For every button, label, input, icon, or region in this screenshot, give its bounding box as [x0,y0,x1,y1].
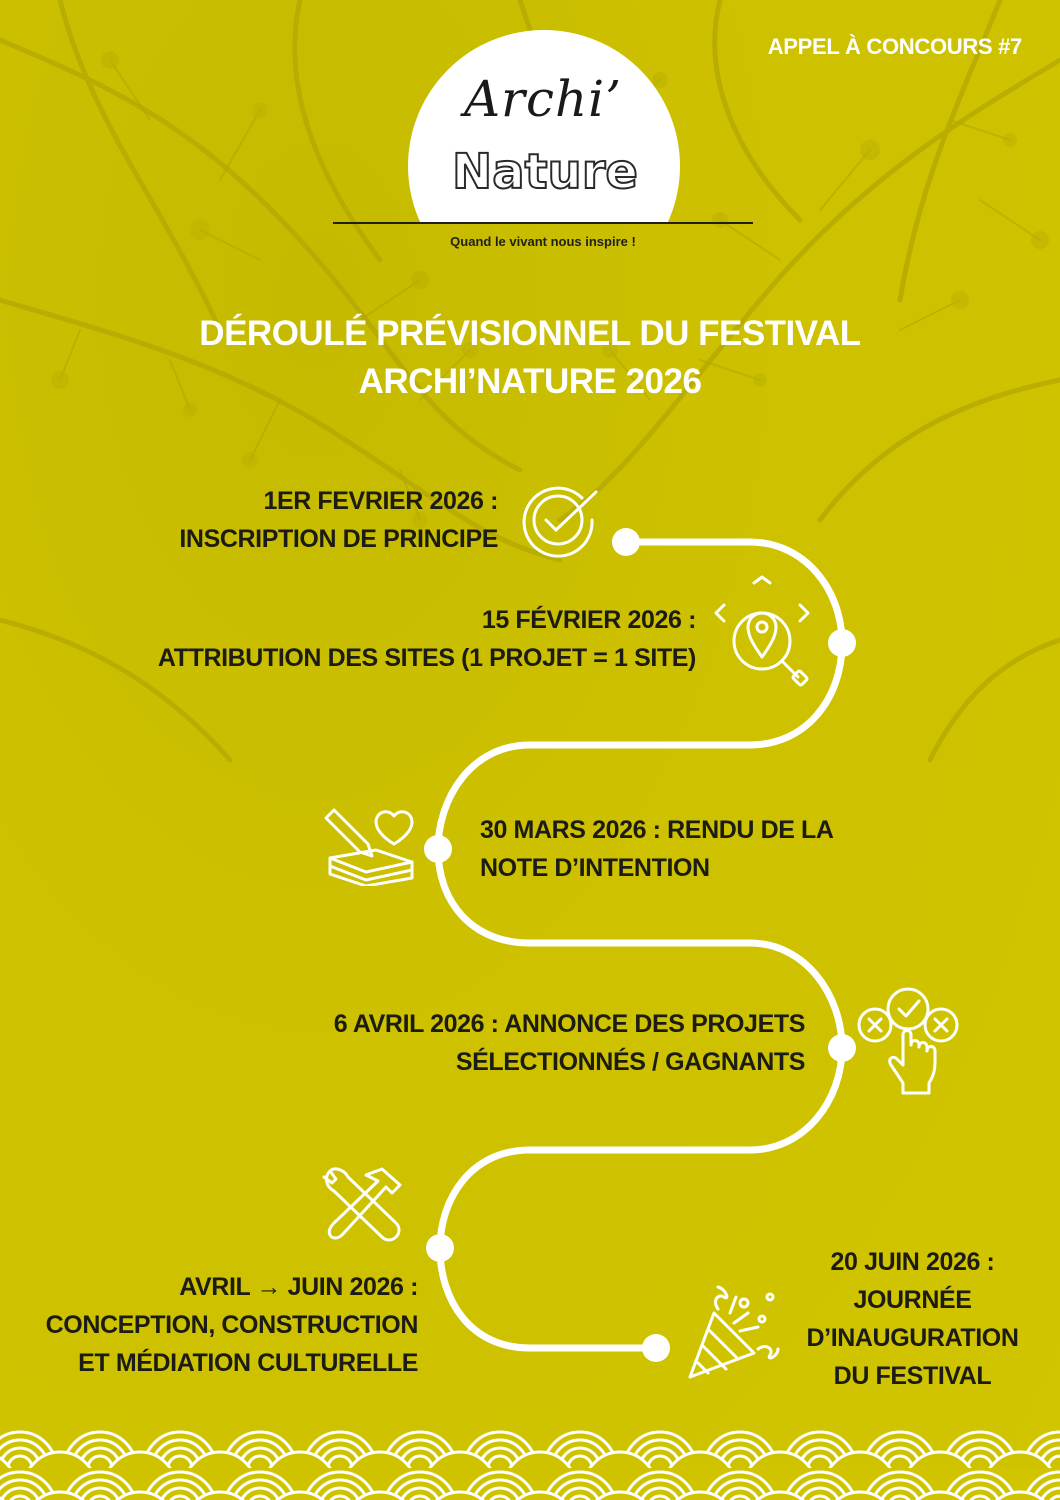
title-line-2: ARCHI’NATURE 2026 [358,362,702,401]
step-3-text: 30 MARS 2026 : RENDU DE LA NOTE D’INTENTION [480,816,834,882]
step-5-text: AVRIL → JUIN 2026 : CONCEPTION, CONSTRUCTION ET MÉDIATION CULTURELLE [45,1273,418,1377]
location-search-icon [710,573,816,689]
timeline-dot-3 [424,835,452,863]
timeline-dot-6 [642,1334,670,1362]
step-2-text: 15 FÉVRIER 2026 : ATTRIBUTION DES SITES (1 PROJET = 1 SITE) [157,606,696,672]
logo-archi-text: Archi’ [463,70,623,128]
timeline-dot-4 [828,1034,856,1062]
wave-pattern-decoration [0,1428,1060,1500]
step-1-text: 1ER FEVRIER 2026 : INSCRIPTION DE PRINCIPE [179,487,498,553]
logo-tagline: Quand le vivant nous inspire ! [450,234,636,249]
timeline-dot-2 [828,629,856,657]
logo-nature-text: Nature [452,144,638,200]
timeline-dot-1 [612,528,640,556]
title-line-1: DÉROULÉ PRÉVISIONNEL DU FESTIVAL [199,314,861,353]
selection-hand-icon [853,985,963,1097]
contest-label: APPEL À CONCOURS #7 [767,34,1022,59]
tools-icon [320,1165,412,1249]
step-6-text: 20 JUIN 2026 : JOURNÉE D’INAUGURATION DU FESTIVAL [806,1248,1019,1390]
check-badge-icon [518,480,604,560]
step-4-text: 6 AVRIL 2026 : ANNONCE DES PROJETS SÉLECTIONNÉS / GAGNANTS [333,1010,805,1076]
party-popper-icon [684,1283,780,1383]
writing-heart-icon [322,800,418,886]
timeline-dot-5 [426,1234,454,1262]
